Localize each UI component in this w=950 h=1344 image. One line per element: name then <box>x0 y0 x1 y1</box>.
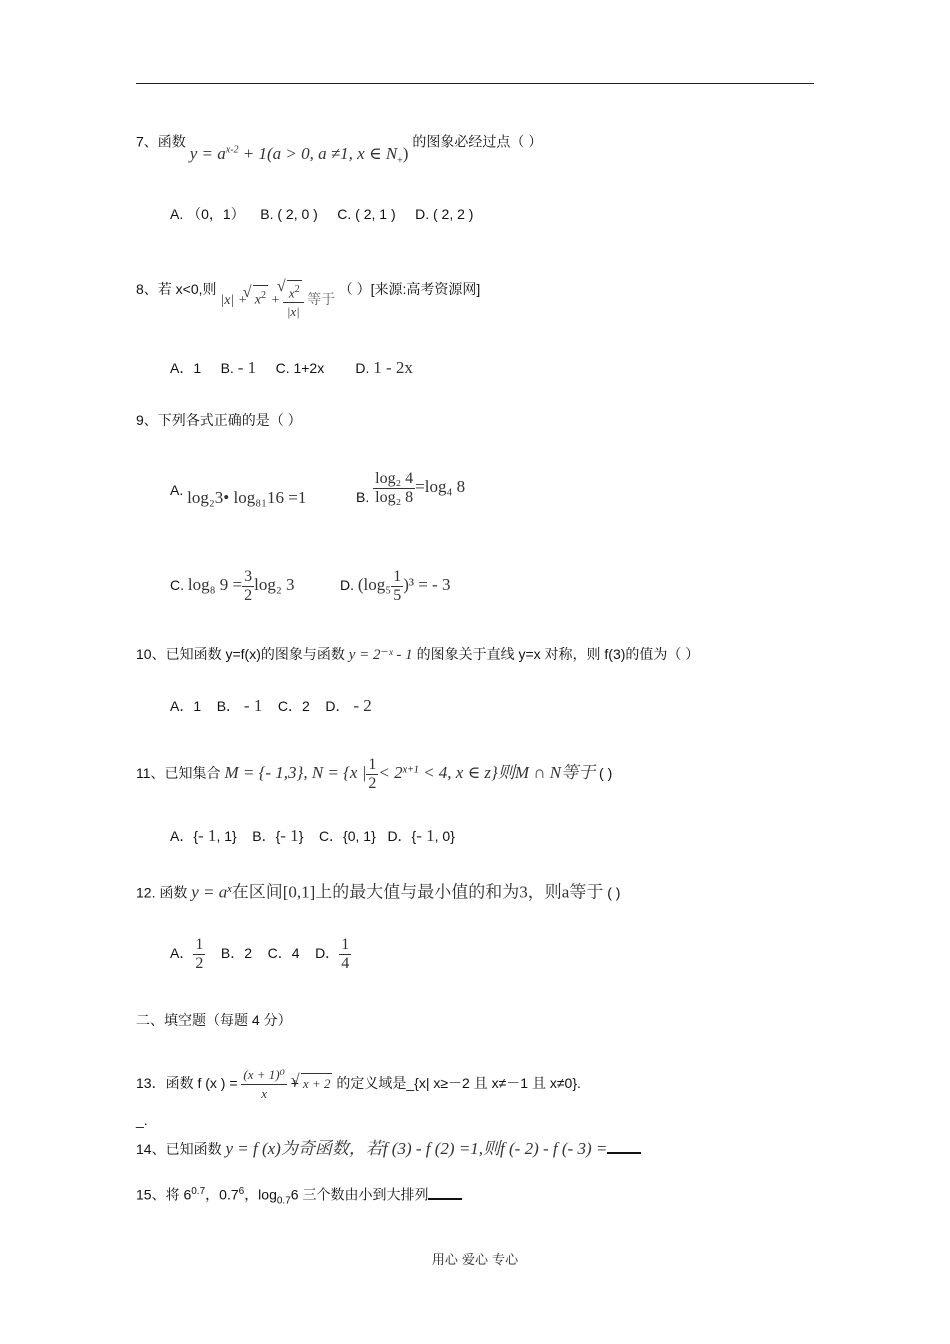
q7-option-a: A. （0，1） <box>170 206 245 222</box>
q8-tail: （ ）[来源:高考资源网] <box>338 280 481 297</box>
q11-option-a: A．{- 1, 1} <box>170 826 237 845</box>
q7-option-d: D. ( 2, 2 ) <box>415 206 474 222</box>
question-8 <box>136 270 481 320</box>
q11-option-b: B．{- 1} <box>252 826 304 845</box>
question-11: 11、已知集合 M = {- 1,3}, N = {x | $\frac{1}{2}$ < $2^{x+1} < 4$, x ∈ z}则M ∩ N等于 ( ) <box>136 756 613 792</box>
q12-options <box>170 936 351 973</box>
q8-option-d: D. 1 - 2x <box>355 358 413 377</box>
question-7 <box>136 128 543 167</box>
q12-option-c: C．4 <box>267 945 300 962</box>
q8-option-b: B. - 1 <box>220 358 257 377</box>
q10-options <box>170 696 372 716</box>
q8-options <box>170 358 413 378</box>
q9-option-c: C. log₈ 9 = $\frac{3}{2}$ log₂ 3 <box>170 568 295 604</box>
section-2-title: 二、填空题（每题 4 分） <box>136 1012 292 1028</box>
q8-option-c: C. 1+2x <box>275 360 325 376</box>
q9-option-b: B. $\frac{\text{log₂ 4}}{\text{log₂ 8}}$ =log₄ 8 <box>356 470 466 506</box>
question-9: 9、下列各式正确的是（ ） <box>136 412 302 428</box>
question-13: 13．函数 f (x ) = $\frac{\text{(x + 1)⁰}}{x}$ +√ x + 2 的定义域是_{x| x≥－2 且 x≠－1 且 x≠0}. <box>136 1066 581 1103</box>
question-10: 10、已知函数 y=f(x)的图象与函数 y = 2⁻ˣ - 1 的图象关于直线 y=x 对称，则 f(3)的值为（ ） <box>136 646 700 663</box>
q10-option-c: C．2 <box>277 698 310 714</box>
q7-option-c: C. ( 2, 1 ) <box>337 206 396 222</box>
answer-blank[interactable] <box>607 1138 641 1154</box>
question-14: 14、已知函数 y = f (x)为奇函数，若f (3) - f (2) =1,则f (- 2) - f (- 3) = <box>136 1138 641 1159</box>
q7-formula: $y = a^{x-2} + 1(a > 0$, a ≠1, x ∈ $N_+$) <box>189 143 409 167</box>
q12-option-d: D． $\frac{1}{4}$ <box>315 936 350 972</box>
q10-option-b: B． - 1 <box>216 696 263 715</box>
q7-tail: 的图象必经过点（ ） <box>412 133 543 150</box>
q12-option-a: A． $\frac{1}{2}$ <box>170 936 204 972</box>
q8-option-a: A．1 <box>170 360 202 376</box>
q10-option-d: D． - 2 <box>325 696 372 715</box>
q8-label: 8、若 x<0,则 <box>136 280 217 297</box>
q8-formula: |x| + √ $x^2$ + √ $\frac{x^2}{|x|}$ 等于 <box>220 293 338 308</box>
question-15: 15、将 $6^{0.7}$，$0.7^6$，$\log_{0.7}6$ 三个数由小到大排列 <box>136 1182 462 1211</box>
q11-options <box>170 826 455 846</box>
q11-option-d: D．{- 1, 0} <box>387 826 455 845</box>
q9-option-d: D. (log₅ $\frac{1}{5}$ )³ = - 3 <box>340 568 451 604</box>
q9-option-a: A. log₂3• log₈₁16 =1 <box>170 482 307 507</box>
q7-option-b: B. ( 2, 0 ) <box>260 206 318 222</box>
q11-option-c: C．{0, 1} <box>318 828 376 844</box>
answer-blank[interactable] <box>428 1184 462 1200</box>
q10-option-a: A．1 <box>170 698 202 714</box>
q7-options <box>170 204 473 224</box>
q13-continuation: _. <box>136 1112 148 1128</box>
question-12: 12. 函数 $y = a^x$在区间[0,1]上的最大值与最小值的和为3，则a等于 ( ) <box>136 882 621 902</box>
q7-label: 7、函数 <box>136 133 186 150</box>
page-footer: 用心 爱心 专心 <box>431 1253 519 1268</box>
q12-option-b: B．2 <box>220 945 253 962</box>
header-rule <box>136 83 814 84</box>
